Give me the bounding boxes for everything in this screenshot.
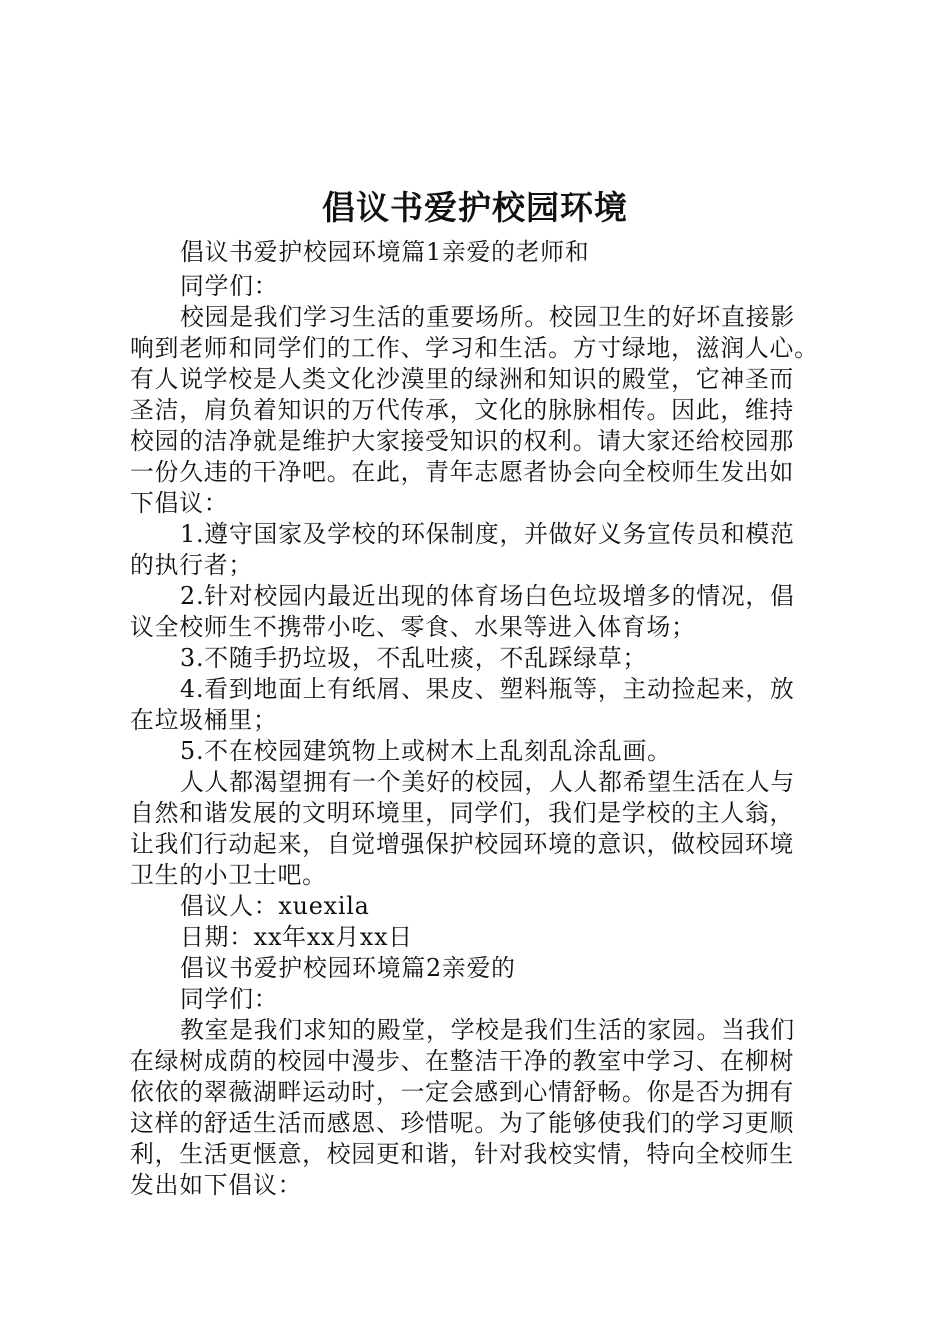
text-line: 在垃圾桶里； bbox=[130, 706, 278, 734]
text-line: 1.遵守国家及学校的环保制度，并做好义务宣传员和模范 bbox=[180, 520, 795, 548]
text-line: 的执行者； bbox=[130, 551, 253, 579]
text-line: 这样的舒适生活而感恩、珍惜呢。为了能够使我们的学习更顺 bbox=[130, 1109, 795, 1137]
text-line: 一份久违的干净吧。在此，青年志愿者协会向全校师生发出如 bbox=[130, 458, 795, 486]
text-line: 利，生活更惬意，校园更和谐，针对我校实情，特向全校师生 bbox=[130, 1140, 795, 1168]
text-line: 倡议书爱护校园环境篇2亲爱的 bbox=[180, 954, 516, 982]
text-line: 4.看到地面上有纸屑、果皮、塑料瓶等，主动捡起来，放 bbox=[180, 675, 795, 703]
text-line: 校园是我们学习生活的重要场所。校园卫生的好坏直接影 bbox=[180, 303, 795, 331]
text-line: 有人说学校是人类文化沙漠里的绿洲和知识的殿堂，它神圣而 bbox=[130, 365, 795, 393]
text-line: 议全校师生不携带小吃、零食、水果等进入体育场； bbox=[130, 613, 696, 641]
text-line: 教室是我们求知的殿堂，学校是我们生活的家园。当我们 bbox=[180, 1016, 795, 1044]
text-line: 倡议书爱护校园环境篇1亲爱的老师和 bbox=[180, 238, 590, 266]
text-line: 卫生的小卫士吧。 bbox=[130, 861, 327, 889]
text-line: 校园的洁净就是维护大家接受知识的权利。请大家还给校园那 bbox=[130, 427, 795, 455]
text-line: 5.不在校园建筑物上或树木上乱刻乱涂乱画。 bbox=[180, 737, 672, 765]
text-line: 2.针对校园内最近出现的体育场白色垃圾增多的情况，倡 bbox=[180, 582, 795, 610]
text-line: 人人都渴望拥有一个美好的校园，人人都希望生活在人与 bbox=[180, 768, 795, 796]
text-line: 倡议人：xuexila bbox=[180, 892, 370, 920]
text-line: 下倡议： bbox=[130, 489, 229, 517]
text-line: 圣洁，肩负着知识的万代传承，文化的脉脉相传。因此，维持 bbox=[130, 396, 795, 424]
text-line: 让我们行动起来，自觉增强保护校园环境的意识，做校园环境 bbox=[130, 830, 795, 858]
text-line: 响到老师和同学们的工作、学习和生活。方寸绿地，滋润人心。 bbox=[130, 334, 819, 362]
text-line: 在绿树成荫的校园中漫步、在整洁干净的教室中学习、在柳树 bbox=[130, 1047, 795, 1075]
text-line: 日期：xx年xx月xx日 bbox=[180, 923, 413, 951]
text-line: 同学们： bbox=[180, 272, 279, 300]
text-line: 自然和谐发展的文明环境里，同学们，我们是学校的主人翁， bbox=[130, 799, 795, 827]
text-line: 发出如下倡议： bbox=[130, 1171, 303, 1199]
text-line: 依依的翠薇湖畔运动时，一定会感到心情舒畅。你是否为拥有 bbox=[130, 1078, 795, 1106]
text-line: 3.不随手扔垃圾，不乱吐痰，不乱踩绿草； bbox=[180, 644, 648, 672]
text-line: 同学们： bbox=[180, 985, 279, 1013]
document-title: 倡议书爱护校园环境 bbox=[322, 188, 628, 227]
